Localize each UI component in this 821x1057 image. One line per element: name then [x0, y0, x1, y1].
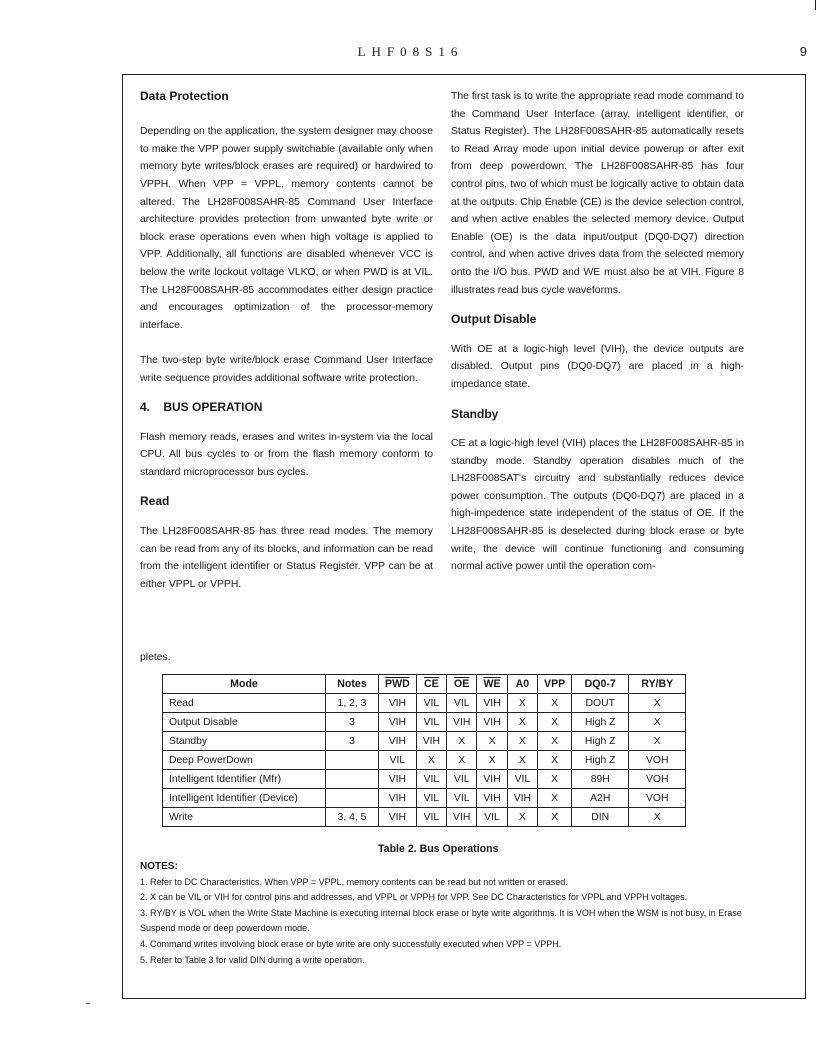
cell-ry-by: VOH	[629, 770, 686, 789]
cell-we: VIH	[477, 694, 507, 713]
cell-dq: High Z	[572, 713, 629, 732]
cell-ce: VIL	[416, 808, 446, 827]
bus-operation-heading: 4. BUS OPERATION	[140, 400, 263, 415]
cell-notes	[326, 751, 379, 770]
cell-ce: VIL	[416, 789, 446, 808]
cell-mode: Output Disable	[163, 713, 326, 732]
data-protection-heading: Data Protection	[140, 89, 229, 103]
table-row	[163, 713, 686, 732]
cell-ry-by: X	[629, 732, 686, 751]
cell-vpp: X	[538, 751, 572, 770]
read-continued-paragraph: The first task is to write the appropriate read mode command to the Command User Interface (array, intelligent identifier, or Status Register). The LH28F008SAHR-85 automatically resets to Read Array mode upon initial device powerup or after exit from deep powerdown. The LH28F008SAHR-85 has four control pins, two of which must be logically active to obtain data at the outputs. Chip Enable (CE) is the device selection control, and when active enables the selected memory device. Output Enable (OE) is the data input/output (DQ0-DQ7) direction control, and when active drives data from the selected memory onto the I/O bus. PWD and WE must also be at VIH. Figure 8 illustrates read bus cycle waveforms.	[451, 91, 744, 296]
cell-pwd: VIH	[379, 770, 417, 789]
cell-dq: DIN	[572, 808, 629, 827]
bus-operations-table	[162, 674, 686, 827]
cell-notes: 3, 4, 5	[326, 808, 379, 827]
read-heading: Read	[140, 494, 170, 509]
cell-we: VIH	[477, 770, 507, 789]
cell-pwd: VIH	[379, 713, 417, 732]
cell-oe: VIH	[447, 713, 477, 732]
table-row	[163, 694, 686, 713]
cell-we: X	[477, 751, 507, 770]
cell-ry-by: X	[629, 713, 686, 732]
cell-a0: VIH	[507, 789, 537, 808]
cell-notes: 3	[326, 713, 379, 732]
cell-a0: X	[507, 694, 537, 713]
cell-oe: VIL	[447, 770, 477, 789]
cell-dq: High Z	[572, 732, 629, 751]
cell-a0: X	[507, 808, 537, 827]
table-row	[163, 789, 686, 808]
cell-ce: VIH	[416, 732, 446, 751]
col-header-ry-by: RY/BY	[629, 675, 686, 694]
scan-speck	[86, 1003, 90, 1004]
col-header-we: $\overline{WE}$	[477, 675, 507, 694]
cell-mode: Read	[163, 694, 326, 713]
cell-mode: Intelligent Identifier (Device)	[163, 789, 326, 808]
cell-notes: 1, 2, 3	[326, 694, 379, 713]
cell-we: X	[477, 732, 507, 751]
col-header-mode: Mode	[163, 675, 326, 694]
cell-ce: VIL	[416, 694, 446, 713]
cell-we: VIH	[477, 789, 507, 808]
table-header-row	[163, 675, 686, 694]
cell-ry-by: VOH	[629, 789, 686, 808]
col-header-notes: Notes	[326, 675, 379, 694]
data-protection-paragraph-1: Depending on the application, the system designer may choose to make the VPP power supply switchable (available only when memory byte writes/block erases are required) or hardwired to VPPH. When VPP = VPPL, memory contents cannot be altered. The LH28F008SAHR-85 Command User Interface architecture provides protection from unwanted byte write or block erase operations even when high voltage is applied to VPP. Additionally, all functions are disabled whenever VCC is below the write lockout voltage VLKO, or when PWD is at VIL. The LH28F008SAHR-85 accommodates either design practice and encourages optimization of the processor-memory interface.	[140, 126, 433, 331]
cell-a0: VIL	[507, 770, 537, 789]
cell-pwd: VIH	[379, 694, 417, 713]
cell-a0: X	[507, 713, 537, 732]
cell-dq: DOUT	[572, 694, 629, 713]
cell-notes: 3	[326, 732, 379, 751]
col-header-vpp: VPP	[538, 675, 572, 694]
cell-we: VIH	[477, 713, 507, 732]
note-item: 1. Refer to DC Characteristics. When VPP = VPPL, memory contents can be read but not written or erased.	[140, 876, 568, 887]
cell-oe: VIL	[447, 789, 477, 808]
cell-mode: Intelligent Identifier (Mfr)	[163, 770, 326, 789]
note-item: 5. Refer to Table 3 for valid DIN during a write operation.	[140, 954, 365, 965]
cell-pwd: VIH	[379, 732, 417, 751]
table-row	[163, 770, 686, 789]
cell-ry-by: X	[629, 808, 686, 827]
notes-section	[140, 859, 760, 968]
notes-title: NOTES:	[140, 861, 178, 872]
cell-vpp: X	[538, 770, 572, 789]
standby-heading: Standby	[451, 406, 499, 421]
cell-oe: VIL	[447, 694, 477, 713]
cell-ry-by: VOH	[629, 751, 686, 770]
cell-a0: X	[507, 732, 537, 751]
cell-oe: X	[447, 751, 477, 770]
note-item: 4. Command writes involving block erase or byte write are only successfully executed when VPP = VPPH.	[140, 938, 562, 949]
cell-mode: Write	[163, 808, 326, 827]
cell-dq: A2H	[572, 789, 629, 808]
table-row	[163, 732, 686, 751]
cell-pwd: VIH	[379, 789, 417, 808]
cell-pwd: VIL	[379, 751, 417, 770]
col-header-ce: $\overline{CE}$	[416, 675, 446, 694]
cell-ce: VIL	[416, 770, 446, 789]
col-header-oe: $\overline{OE}$	[447, 675, 477, 694]
cell-a0: X	[507, 751, 537, 770]
cell-ce: X	[416, 751, 446, 770]
standby-paragraph: CE at a logic-high level (VIH) places the LH28F008SAHR-85 in standby mode. Standby operation disables much of the LH28F008SAT's circuitry and substantially reduces device power consumption. The outputs (DQ0-DQ7) are placed in a high-impedence state independent of the status of OE. If the LH28F008SAHR-85 is deselected during block erase or byte write, the device will continue functioning and consuming normal active power until the operation com-	[451, 438, 744, 573]
cell-vpp: X	[538, 732, 572, 751]
cell-oe: X	[447, 732, 477, 751]
table-row	[163, 751, 686, 770]
cell-notes	[326, 789, 379, 808]
col-header-pwd: $\overline{PWD}$	[379, 675, 417, 694]
output-disable-paragraph: With OE at a logic-high level (VIH), the device outputs are disabled. Output pins (DQ0-DQ7) are placed in a high-impedance state.	[451, 343, 744, 390]
page-header-title: LHF08S16	[357, 44, 464, 59]
col-header-dq: DQ0-7	[572, 675, 629, 694]
cell-vpp: X	[538, 789, 572, 808]
cell-vpp: X	[538, 713, 572, 732]
bus-operation-paragraph: Flash memory reads, erases and writes in-system via the local CPU. All bus cycles to or from the flash memory conform to standard microprocessor bus cycles.	[140, 431, 433, 478]
cell-ce: VIL	[416, 713, 446, 732]
cell-vpp: X	[538, 694, 572, 713]
standby-paragraph-end: pletes.	[140, 652, 171, 663]
col-header-a0: A0	[507, 675, 537, 694]
cell-pwd: VIH	[379, 808, 417, 827]
cell-mode: Standby	[163, 732, 326, 751]
right-edge-rule	[815, 0, 816, 10]
cell-dq: 89H	[572, 770, 629, 789]
data-protection-paragraph-2: The two-step byte write/block erase Command User Interface write sequence provides additional software write protection.	[140, 354, 433, 384]
read-paragraph: The LH28F008SAHR-85 has three read modes. The memory can be read from any of its blocks, and information can be read from the intelligent identifier or Status Register. VPP can be at either VPPL or VPPH.	[140, 526, 433, 590]
cell-ry-by: X	[629, 694, 686, 713]
cell-mode: Deep PowerDown	[163, 751, 326, 770]
cell-we: VIL	[477, 808, 507, 827]
cell-vpp: X	[538, 808, 572, 827]
table-row	[163, 808, 686, 827]
note-item: 3. RY/BY is VOL when the Write State Machine is executing internal block erase or byte write algorithms. It is VOH when the WSM is not busy, in Erase Suspend mode or deep powerdown mode.	[140, 907, 742, 934]
cell-dq: High Z	[572, 751, 629, 770]
page-number: 9	[799, 44, 807, 59]
table-caption: Table 2. Bus Operations	[378, 843, 499, 855]
cell-notes	[326, 770, 379, 789]
cell-oe: VIH	[447, 808, 477, 827]
left-column	[140, 88, 433, 593]
output-disable-heading: Output Disable	[451, 312, 537, 327]
right-column	[451, 88, 744, 576]
note-item: 2. X can be VIL or VIH for control pins and addresses, and VPPL or VPPH for VPP. See DC Characteristics for VPPL and VPPH voltages.	[140, 892, 688, 903]
